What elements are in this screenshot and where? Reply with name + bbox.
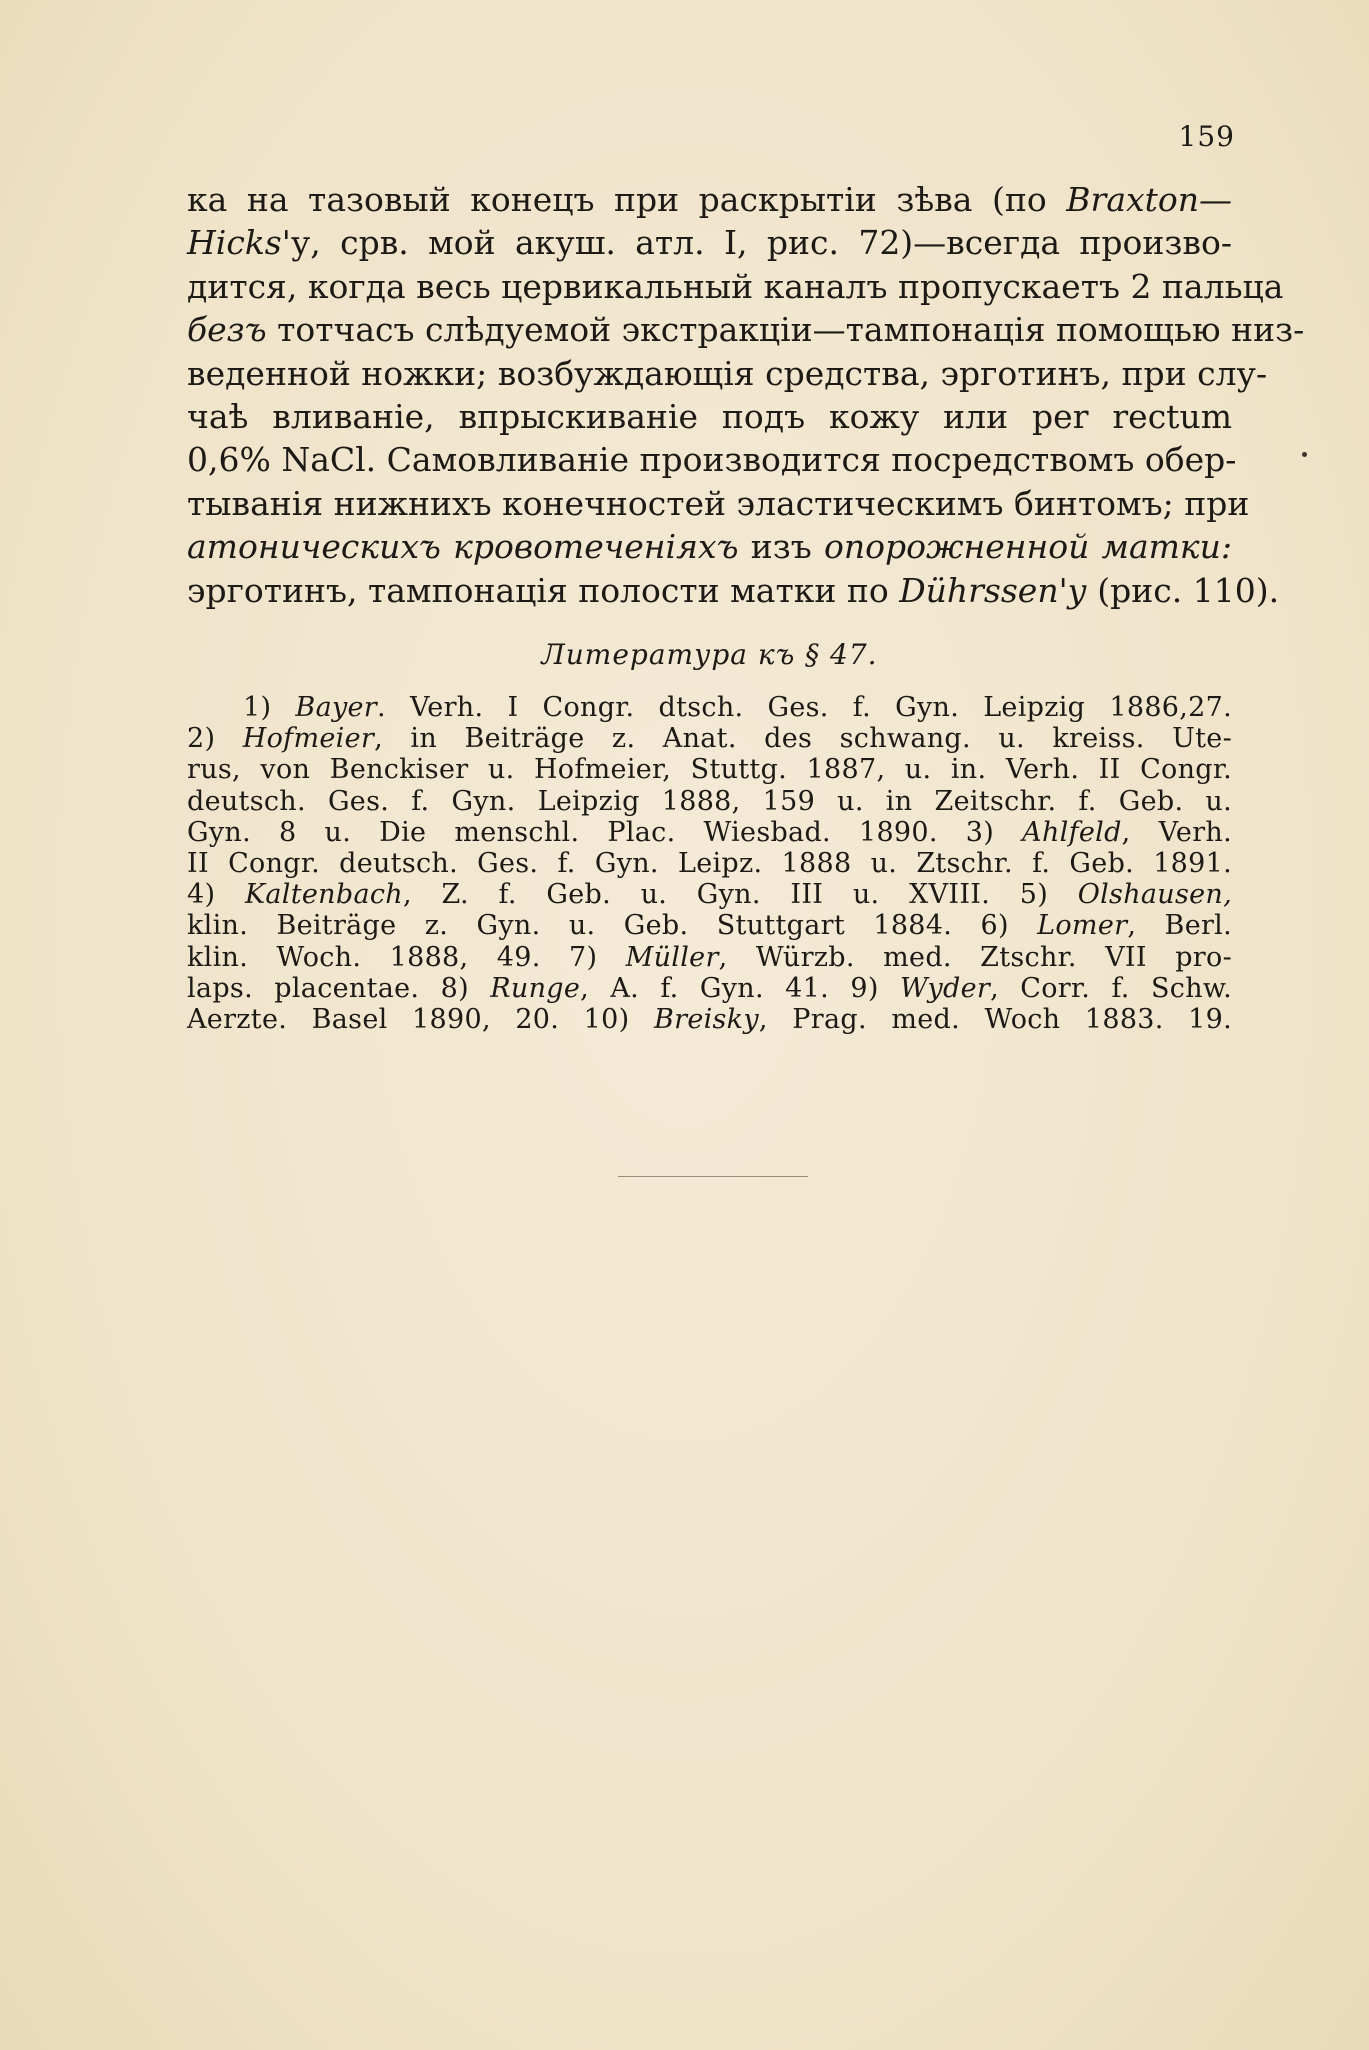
body-line: 0,6% NaCl. Самовливаніе производится посредствомъ обер- xyxy=(187,440,1237,480)
body-line: тыванія нижнихъ конечностей эластическимъ бинтомъ; при xyxy=(187,483,1250,523)
page-number: 159 xyxy=(1178,120,1235,153)
reference-line: II Congr. deutsch. Ges. f. Gyn. Leipz. 1888 u. Ztschr. f. Geb. 1891. xyxy=(187,848,1232,880)
reference-line: deutsch. Ges. f. Gyn. Leipzig 1888, 159 u. in Zeitschr. f. Geb. u. xyxy=(187,785,1232,817)
body-line: веденной ножки; возбуждающія средства, эрготинъ, при слу- xyxy=(187,353,1268,393)
reference-list xyxy=(187,692,1232,1035)
ink-speck xyxy=(1302,452,1307,457)
literature-heading: Литература къ § 47. xyxy=(541,638,878,671)
reference-line: 2) Hofmeier, in Beiträge z. Anat. des schwang. u. kreiss. Ute- xyxy=(187,723,1233,755)
reference-line: Gyn. 8 u. Die menschl. Plac. Wiesbad. 1890. 3) Ahlfeld, Verh. xyxy=(187,816,1232,848)
body-line: атоническихъ кровотеченіяхъ изъ опорожненной матки: xyxy=(187,527,1233,567)
reference-line: rus, von Benckiser u. Hofmeier, Stuttg. 1887, u. in. Verh. II Congr. xyxy=(187,754,1232,786)
section-divider xyxy=(618,1176,808,1177)
reference-line: klin. Beiträge z. Gyn. u. Geb. Stuttgart 1884. 6) Lomer, Berl. xyxy=(187,910,1232,942)
reference-line: Aerzte. Basel 1890, 20. 10) Breisky, Prag. med. Woch 1883. 19. xyxy=(187,1004,1232,1036)
reference-line: laps. placentae. 8) Runge, A. f. Gyn. 41. 9) Wyder, Corr. f. Schw. xyxy=(187,972,1232,1004)
reference-line: 4) Kaltenbach, Z. f. Geb. u. Gyn. III u. XVIII. 5) Olshausen, xyxy=(187,879,1232,911)
body-line: ка на тазовый конецъ при раскрытіи зѣва (по Braxton— xyxy=(187,180,1232,219)
body-line: эрготинъ, тампонація полости матки по Dührssen'у (рис. 110). xyxy=(187,570,1280,610)
body-paragraph xyxy=(187,178,1305,612)
reference-line: klin. Woch. 1888, 49. 7) Müller, Würzb. med. Ztschr. VII pro- xyxy=(187,941,1232,973)
reference-line: 1) Bayer. Verh. I Congr. dtsch. Ges. f. Gyn. Leipzig 1886,27. xyxy=(243,692,1232,723)
body-line: Hicks'у, срв. мой акуш. атл. I, рис. 72)—всегда произво- xyxy=(187,223,1232,263)
body-line: чаѣ вливаніе, впрыскиваніе подъ кожу или per rectum xyxy=(187,397,1232,437)
body-line: безъ тотчасъ слѣдуемой экстракціи—тампонація помощью низ- xyxy=(187,310,1305,350)
body-line: дится, когда весь цервикальный каналъ пропускаетъ 2 пальца xyxy=(187,266,1284,306)
